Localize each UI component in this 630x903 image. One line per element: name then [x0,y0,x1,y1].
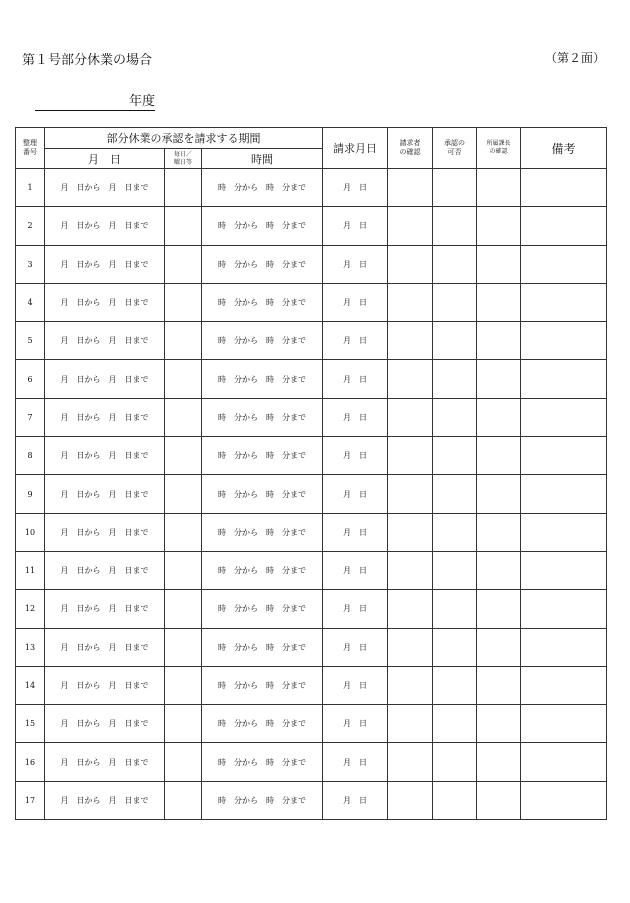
time-range-cell[interactable]: 時 分から 時 分まで [202,207,323,245]
weekday-cell[interactable] [165,513,202,551]
weekday-cell[interactable] [165,437,202,475]
approval-cell[interactable] [433,513,477,551]
page-label: （第２面） [544,51,605,65]
requester-confirm-cell[interactable] [388,207,433,245]
approval-cell[interactable] [433,705,477,743]
form-title: 第１号部分休業の場合 [22,53,153,68]
request-date-cell[interactable]: 月 日 [323,322,388,360]
time-range-cell[interactable]: 時 分から 時 分まで [202,781,323,819]
table-row [16,781,607,819]
manager-confirm-cell[interactable] [477,245,521,283]
approval-cell[interactable] [433,245,477,283]
table-row [16,666,607,704]
row-number: 14 [16,666,45,704]
row-number: 12 [16,590,45,628]
row-number: 10 [16,513,45,551]
requester-confirm-cell[interactable] [388,322,433,360]
weekday-cell[interactable] [165,245,202,283]
weekday-cell[interactable] [165,283,202,321]
date-range-cell[interactable]: 月 日から 月 日まで [45,743,165,781]
manager-confirm-cell[interactable] [477,705,521,743]
requester-confirm-cell[interactable] [388,360,433,398]
remarks-cell[interactable] [521,551,607,589]
header-manager-confirm: 所属課長 の確認 [477,128,521,169]
request-date-cell[interactable]: 月 日 [323,283,388,321]
date-range-cell[interactable]: 月 日から 月 日まで [45,475,165,513]
approval-cell[interactable] [433,475,477,513]
row-number: 1 [16,169,45,207]
requester-confirm-cell[interactable] [388,590,433,628]
row-number: 4 [16,283,45,321]
header-date: 月 日 [45,149,165,169]
weekday-cell[interactable] [165,551,202,589]
weekday-cell[interactable] [165,398,202,436]
request-date-cell[interactable]: 月 日 [323,781,388,819]
weekday-cell[interactable] [165,705,202,743]
time-range-cell[interactable]: 時 分から 時 分まで [202,360,323,398]
manager-confirm-cell[interactable] [477,398,521,436]
header-time: 時間 [202,149,323,169]
manager-confirm-cell[interactable] [477,551,521,589]
manager-confirm-cell[interactable] [477,322,521,360]
date-range-cell[interactable]: 月 日から 月 日まで [45,283,165,321]
row-number: 17 [16,781,45,819]
remarks-cell[interactable] [521,666,607,704]
request-date-cell[interactable]: 月 日 [323,245,388,283]
approval-cell[interactable] [433,437,477,475]
weekday-cell[interactable] [165,207,202,245]
manager-confirm-cell[interactable] [477,437,521,475]
approval-cell[interactable] [433,169,477,207]
remarks-cell[interactable] [521,283,607,321]
row-number: 11 [16,551,45,589]
request-date-cell[interactable]: 月 日 [323,169,388,207]
remarks-cell[interactable] [521,590,607,628]
date-range-cell[interactable]: 月 日から 月 日まで [45,666,165,704]
request-date-cell[interactable]: 月 日 [323,743,388,781]
requester-confirm-cell[interactable] [388,169,433,207]
header-request-date: 請求月日 [323,128,388,169]
remarks-cell[interactable] [521,437,607,475]
date-range-cell[interactable]: 月 日から 月 日まで [45,513,165,551]
date-range-cell[interactable]: 月 日から 月 日まで [45,207,165,245]
weekday-cell[interactable] [165,743,202,781]
date-range-cell[interactable]: 月 日から 月 日まで [45,360,165,398]
remarks-cell[interactable] [521,513,607,551]
time-range-cell[interactable]: 時 分から 時 分まで [202,437,323,475]
requester-confirm-cell[interactable] [388,283,433,321]
header-approval: 承認の 可否 [433,128,477,169]
row-number: 13 [16,628,45,666]
table-row [16,628,607,666]
table-row [16,322,607,360]
table-row [16,360,607,398]
request-date-cell[interactable]: 月 日 [323,475,388,513]
date-range-cell[interactable]: 月 日から 月 日まで [45,437,165,475]
approval-cell[interactable] [433,590,477,628]
date-range-cell[interactable]: 月 日から 月 日まで [45,551,165,589]
request-date-cell[interactable]: 月 日 [323,398,388,436]
row-number: 8 [16,437,45,475]
table-row [16,283,607,321]
row-number: 16 [16,743,45,781]
table-row [16,513,607,551]
date-range-cell[interactable]: 月 日から 月 日まで [45,245,165,283]
date-range-cell[interactable]: 月 日から 月 日まで [45,169,165,207]
manager-confirm-cell[interactable] [477,207,521,245]
table-row [16,437,607,475]
weekday-cell[interactable] [165,781,202,819]
time-range-cell[interactable]: 時 分から 時 分まで [202,245,323,283]
time-range-cell[interactable]: 時 分から 時 分まで [202,666,323,704]
header-weekday: 毎日／ 曜日等 [165,149,202,169]
time-range-cell[interactable]: 時 分から 時 分まで [202,743,323,781]
row-number: 3 [16,245,45,283]
time-range-cell[interactable]: 時 分から 時 分まで [202,283,323,321]
request-date-cell[interactable]: 月 日 [323,207,388,245]
weekday-cell[interactable] [165,590,202,628]
requester-confirm-cell[interactable] [388,781,433,819]
request-date-cell[interactable]: 月 日 [323,360,388,398]
time-range-cell[interactable]: 時 分から 時 分まで [202,169,323,207]
manager-confirm-cell[interactable] [477,743,521,781]
table-row [16,245,607,283]
weekday-cell[interactable] [165,475,202,513]
header-requester-confirm: 請求者 の確認 [388,128,433,169]
requester-confirm-cell[interactable] [388,628,433,666]
approval-cell[interactable] [433,360,477,398]
requester-confirm-cell[interactable] [388,666,433,704]
date-range-cell[interactable]: 月 日から 月 日まで [45,705,165,743]
manager-confirm-cell[interactable] [477,513,521,551]
table-row [16,398,607,436]
approval-cell[interactable] [433,743,477,781]
approval-cell[interactable] [433,207,477,245]
remarks-cell[interactable] [521,398,607,436]
remarks-cell[interactable] [521,245,607,283]
weekday-cell[interactable] [165,666,202,704]
date-range-cell[interactable]: 月 日から 月 日まで [45,590,165,628]
requester-confirm-cell[interactable] [388,475,433,513]
weekday-cell[interactable] [165,360,202,398]
requester-confirm-cell[interactable] [388,743,433,781]
table-row [16,590,607,628]
time-range-cell[interactable]: 時 分から 時 分まで [202,398,323,436]
manager-confirm-cell[interactable] [477,590,521,628]
time-range-cell[interactable]: 時 分から 時 分まで [202,513,323,551]
request-date-cell[interactable]: 月 日 [323,666,388,704]
date-range-cell[interactable]: 月 日から 月 日まで [45,781,165,819]
remarks-cell[interactable] [521,360,607,398]
time-range-cell[interactable]: 時 分から 時 分まで [202,590,323,628]
header-no: 整理 番号 [16,128,45,169]
approval-cell[interactable] [433,322,477,360]
request-date-cell[interactable]: 月 日 [323,705,388,743]
remarks-cell[interactable] [521,475,607,513]
row-number: 7 [16,398,45,436]
row-number: 2 [16,207,45,245]
fiscal-year-field[interactable]: 年度 [35,90,155,111]
weekday-cell[interactable] [165,169,202,207]
requester-confirm-cell[interactable] [388,437,433,475]
manager-confirm-cell[interactable] [477,666,521,704]
requester-confirm-cell[interactable] [388,398,433,436]
row-number: 9 [16,475,45,513]
remarks-cell[interactable] [521,628,607,666]
remarks-cell[interactable] [521,207,607,245]
manager-confirm-cell[interactable] [477,781,521,819]
time-range-cell[interactable]: 時 分から 時 分まで [202,628,323,666]
time-range-cell[interactable]: 時 分から 時 分まで [202,322,323,360]
requester-confirm-cell[interactable] [388,513,433,551]
remarks-cell[interactable] [521,169,607,207]
request-date-cell[interactable]: 月 日 [323,628,388,666]
table-row [16,743,607,781]
request-date-cell[interactable]: 月 日 [323,551,388,589]
table-row [16,169,607,207]
approval-cell[interactable] [433,283,477,321]
leave-request-table [15,127,607,820]
remarks-cell[interactable] [521,322,607,360]
row-number: 5 [16,322,45,360]
weekday-cell[interactable] [165,322,202,360]
manager-confirm-cell[interactable] [477,169,521,207]
weekday-cell[interactable] [165,628,202,666]
approval-cell[interactable] [433,628,477,666]
header-period: 部分休業の承認を請求する期間 [45,128,323,149]
table-row [16,207,607,245]
request-date-cell[interactable]: 月 日 [323,513,388,551]
remarks-cell[interactable] [521,743,607,781]
time-range-cell[interactable]: 時 分から 時 分まで [202,475,323,513]
time-range-cell[interactable]: 時 分から 時 分まで [202,705,323,743]
remarks-cell[interactable] [521,781,607,819]
approval-cell[interactable] [433,781,477,819]
header-remarks: 備考 [521,128,607,169]
requester-confirm-cell[interactable] [388,245,433,283]
row-number: 15 [16,705,45,743]
manager-confirm-cell[interactable] [477,628,521,666]
remarks-cell[interactable] [521,705,607,743]
date-range-cell[interactable]: 月 日から 月 日まで [45,398,165,436]
table-row [16,551,607,589]
approval-cell[interactable] [433,666,477,704]
approval-cell[interactable] [433,551,477,589]
requester-confirm-cell[interactable] [388,705,433,743]
date-range-cell[interactable]: 月 日から 月 日まで [45,322,165,360]
approval-cell[interactable] [433,398,477,436]
manager-confirm-cell[interactable] [477,475,521,513]
table-row [16,705,607,743]
table-row [16,475,607,513]
request-date-cell[interactable]: 月 日 [323,590,388,628]
manager-confirm-cell[interactable] [477,283,521,321]
request-date-cell[interactable]: 月 日 [323,437,388,475]
date-range-cell[interactable]: 月 日から 月 日まで [45,628,165,666]
row-number: 6 [16,360,45,398]
requester-confirm-cell[interactable] [388,551,433,589]
time-range-cell[interactable]: 時 分から 時 分まで [202,551,323,589]
manager-confirm-cell[interactable] [477,360,521,398]
